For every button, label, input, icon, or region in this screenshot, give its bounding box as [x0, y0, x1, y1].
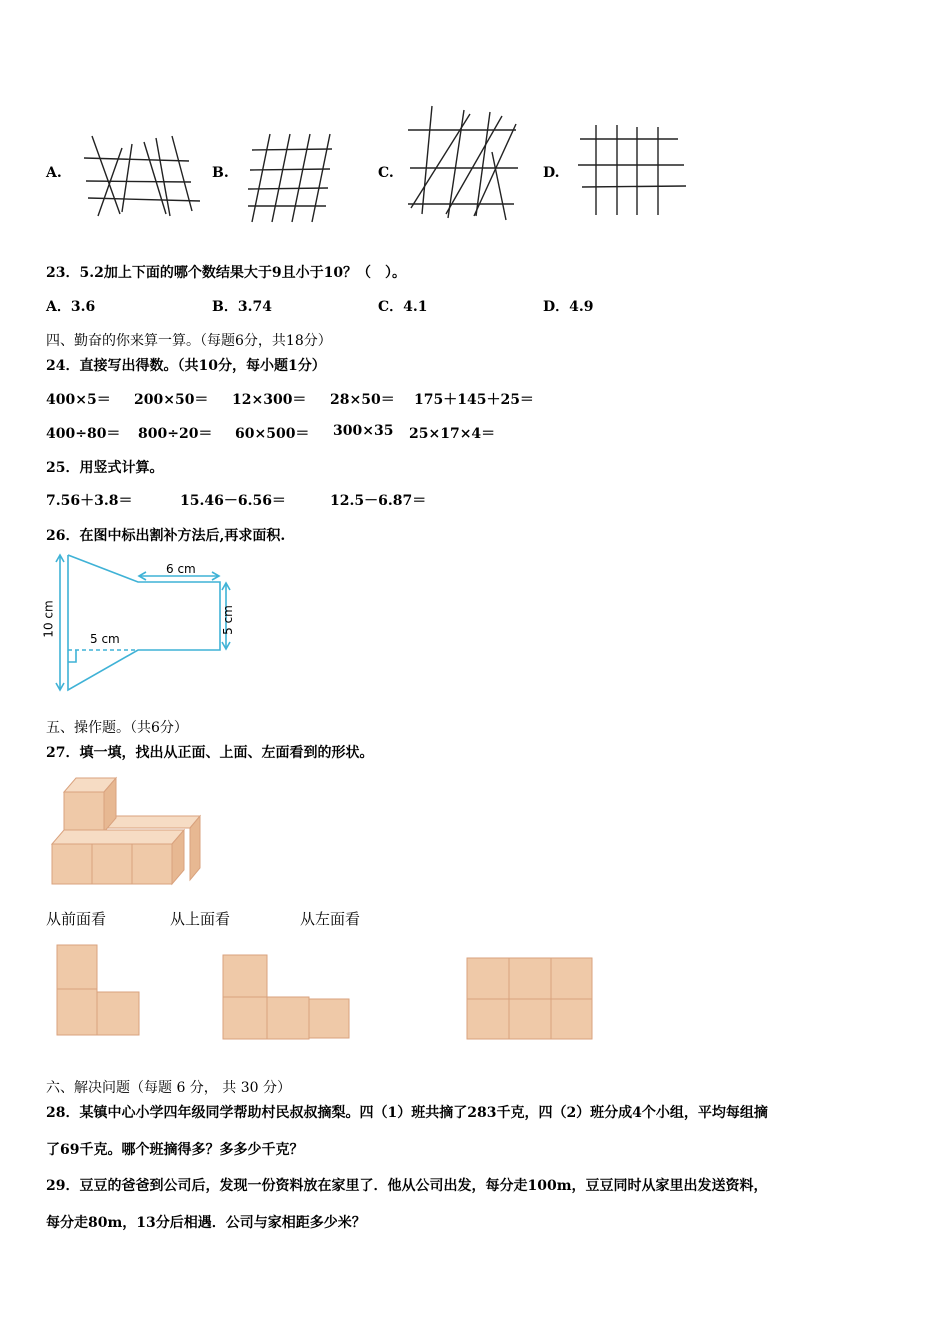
q24-item: 400×5＝: [46, 392, 111, 408]
q23-option-a[interactable]: A．3.6: [46, 299, 96, 315]
q25-item: 15.46－6.56＝: [180, 493, 286, 509]
q24-item: 400÷80＝: [46, 426, 121, 442]
q26-label-left: 10 cm: [41, 600, 56, 638]
q27-cube-stack: [46, 772, 211, 890]
q24-item: 200×50＝: [134, 392, 209, 408]
q24-item: 28×50＝: [330, 392, 395, 408]
q24-item: 175＋145＋25＝: [414, 392, 534, 408]
q25-question: 25．用竖式计算。: [46, 460, 164, 476]
q28-line1: 28．某镇中心小学四年级同学帮助村民叔叔摘梨。四（1）班共摘了283千克，四（2）班分成4个小组，平均每组摘: [46, 1105, 768, 1121]
q24-item: 800÷20＝: [138, 426, 213, 442]
q22-figure-a: [84, 136, 204, 221]
q24-item: 12×300＝: [232, 392, 307, 408]
q29-line2: 每分走80m，13分后相遇．公司与家相距多少米？: [46, 1215, 366, 1231]
section4-title: 四、勤奋的你来算一算。（每题6分，共18分）: [46, 333, 332, 349]
q24-question: 24．直接写出得数。（共10分，每小题1分）: [46, 358, 326, 374]
q22-option-d[interactable]: D.: [543, 165, 560, 181]
section6-title: 六、解决问题（每题 6 分， 共 30 分）: [46, 1080, 291, 1096]
q24-item: 25×17×4＝: [409, 426, 496, 442]
q25-item: 7.56＋3.8＝: [46, 493, 133, 509]
q23-option-b[interactable]: B．3.74: [212, 299, 272, 315]
q24-item: 60×500＝: [235, 426, 310, 442]
q22-figure-b: [248, 134, 338, 224]
q22-option-c[interactable]: C.: [378, 165, 394, 181]
q23-question: 23．5.2加上下面的哪个数结果大于9且小于10？（ ）。: [46, 265, 407, 281]
q26-question: 26．在图中标出割补方法后,再求面积.: [46, 528, 286, 544]
q27-view-left-label: 从左面看: [300, 910, 361, 928]
q24-item: 300×35: [333, 423, 394, 439]
q26-label-right: 5 cm: [220, 605, 235, 635]
q22-figure-c: [408, 104, 523, 222]
section5-title: 五、操作题。（共6分）: [46, 720, 188, 736]
q27-shape-left: [466, 956, 596, 1042]
q23-option-c[interactable]: C．4.1: [378, 299, 428, 315]
q26-label-top: 6 cm: [166, 562, 196, 576]
q22-option-a[interactable]: A.: [46, 165, 62, 181]
q22-figure-d: [578, 125, 688, 217]
q27-question: 27．填一填，找出从正面、上面、左面看到的形状。: [46, 745, 374, 761]
q23-option-d[interactable]: D．4.9: [543, 299, 594, 315]
q27-view-top-label: 从上面看: [170, 910, 231, 928]
q27-shape-top: [222, 954, 352, 1042]
q26-label-mid: 5 cm: [90, 632, 120, 646]
q29-line1: 29．豆豆的爸爸到公司后，发现一份资料放在家里了．他从公司出发，每分走100m，豆豆同时从家里出发送资料，: [46, 1178, 768, 1194]
q27-view-front-label: 从前面看: [46, 910, 107, 928]
q22-option-b[interactable]: B.: [212, 165, 229, 181]
q25-item: 12.5－6.87＝: [330, 493, 427, 509]
q28-line2: 了69千克。哪个班摘得多？多多少千克？: [46, 1142, 304, 1158]
q27-shape-front: [56, 944, 142, 1038]
